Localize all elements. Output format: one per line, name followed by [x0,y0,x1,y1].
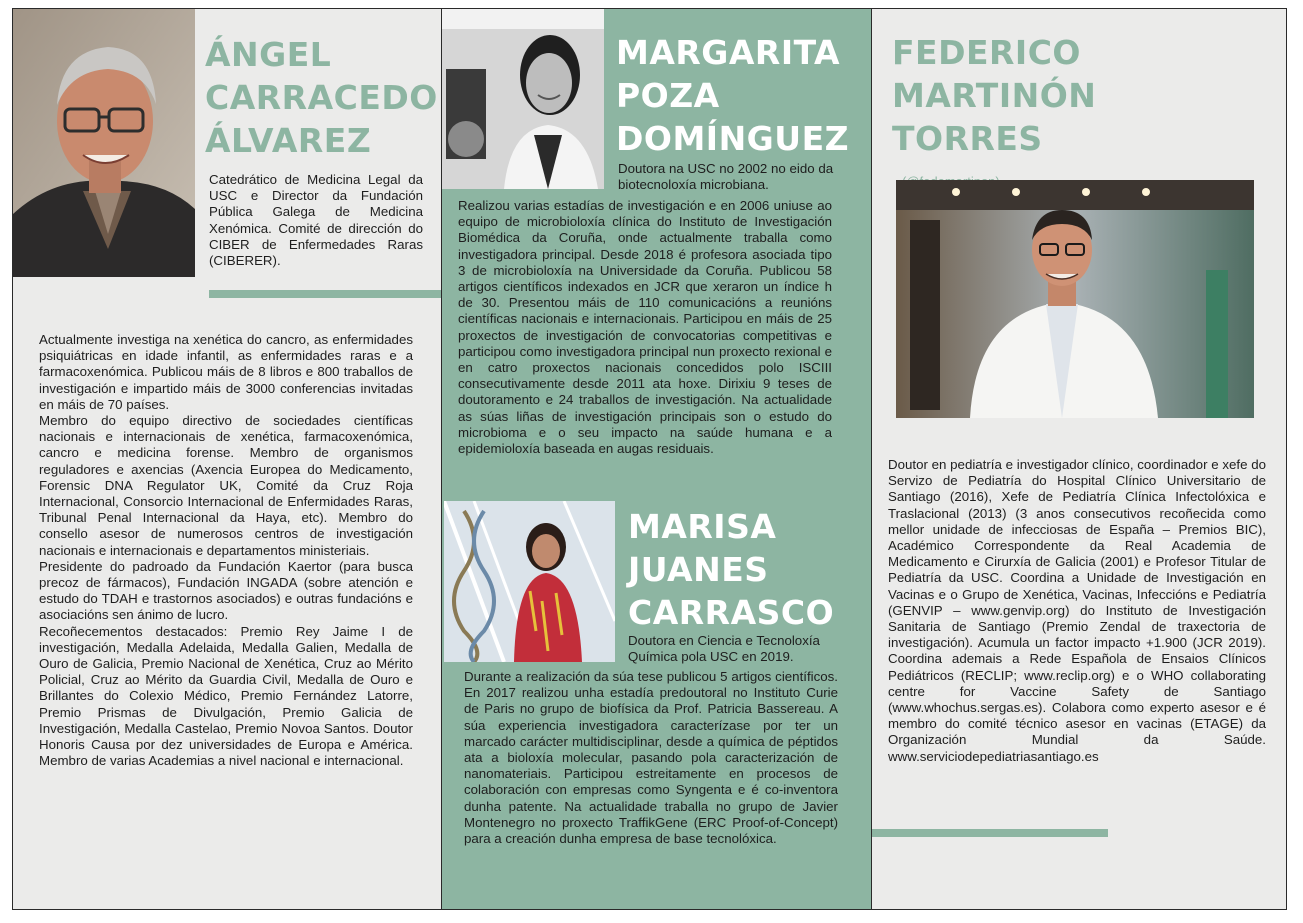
bio-paragraph: Presidente do padroado da Fundación Kaertor (para busca precoz de fármacos), Fundación INGADA (sobre atención e estudo do TDAH e trastornos asociados) e outras fundacións e asociacións sen ánimo de lucro. [39,558,413,623]
accent-bar [209,290,441,298]
bio-margarita-poza: Realizou varias estadías de investigación e en 2006 uniuse ao equipo de microbioloxía clínica do Instituto de Investigación Biomédica da Coruña, onde actualmente traballa como investigadora principal. Desde 2018 é profesora asociada tipo 3 de microbioloxía na Universidade da Coruña. Publicou 58 artigos científicos indexados en JCR que xeraron un índice h de 30. Presentou máis de 110 comunicacións a reunións científicas nacionais e internacionais. Participou en máis de 25 proxectos de investigación de convocatorias competitivas e participou como investigadora principal nun proxecto rexional e en catro proxectos nacionais concedidos polo ISCIII consecutivamente desde 2011 ata hoxe. Dirixiu 9 teses de doutoramento e 24 traballos de investigación. Na actualidade as súas liñas de investigación principais son o estudo do microbioma e o seu impacto na saúde humana e a epidemioloxía baseada en augas residuais. [458,198,832,457]
name-line: POZA [616,76,720,115]
bio-paragraph: Actualmente investiga na xenética do cancro, as enfermidades psiquiátricas en idade infantil, as enfermidades raras e a farmacoxenómica. Publicou máis de 8 libros e 800 traballos de investigación e impartido máis de 3000 conferencias invitadas en máis de 70 países. [39,332,413,412]
bio-federico-martinon: Doutor en pediatría e investigador clínico, coordinador e xefe do Servizo de Pediatría do Hospital Clínico Universitario de Santiago (2016), Xefe de Pediatría Clínica Infectolóxica e Traslacional (2013) (3 anos consecutivos recoñecida como mellor unidade de infecciosas de España – Premios BIC), Académico Correspondente da Real Academia de Medicamento e Cirurxía de Galicia (2001) e Profesor Titular de Pediatría da USC. Coordina a Unidade de Investigación en Vacinas e o Grupo de Xenética, Vacinas, Infeccións e Pediatría (GENVIP – www.genvip.org) do Instituto de Investigación Sanitaria de Santiago (Premio Zendal de traxectoria de investigación). Acumula un factor impacto +1.900 (JCR 2019). Coordina ademais a Rede Española de Ensaios Clínicos Pediátricos (RECLIP; www.reclip.org) e o WHO collaborating centre for Vaccine Safety de Santiago (www.whochus.sergas.es). Colabora como experto asesor e é membro do comité técnico asesor en vacinas (ETAGE) da Organización Mundial da Saúde. www.serviciodepediatriasantiago.es [888,457,1266,764]
role-marisa-juanes: Doutora en Ciencia e Tecnoloxía Química pola USC en 2019. [628,633,820,665]
profile-federico-martinon [872,9,1286,909]
name-line: MARISA [628,507,777,546]
name-angel-carracedo [205,33,438,162]
name-line: CARRASCO [628,593,835,632]
name-line: JUANES [628,550,769,589]
name-line: ÁLVAREZ [205,121,372,160]
portrait-angel-carracedo [13,9,195,277]
portrait-federico-martinon [896,180,1254,418]
bio-paragraph: Recoñecementos destacados: Premio Rey Jaime I de investigación, Medalla Adelaida, Medalla Galien, Medalla de Ouro de Galicia, Premio Nacional de Xenética, Cruz ao Mérito Policial, Cruz ao Mérito da Guardia Civil, Medalla de Ouro e Brillantes do Colexio Médico, Premio Fernández Latorre, Premio Prismas de Divulgación, Premio Galicia de Investigación, Medalla Castelao, Premio Novoa Santos. Doutor Honoris Causa por dez universidades de Europa e América. Membro de varias Academias a nivel nacional e internacional. [39,623,413,769]
name-line-text: TORRES [892,119,1043,158]
bio-angel-carracedo [39,332,413,769]
portrait-marisa-juanes [444,501,615,662]
bio-marisa-juanes: Durante a realización da súa tese publicou 5 artigos científicos. En 2017 realizou unha estadía predoutoral no Instituto Curie de Paris no grupo de biofísica da Prof. Patricia Bassereau. A súa experiencia investigadora caracterízase por ter un marcado carácter multidisciplinar, desde a química de péptidos ata a bioloxía molecular, pasando pola caracterización de nanomateriais. Participou estreitamente en procesos de colaboración con empresas como Syngenta e é co-inventora dunha patente. Na actualidade traballa no grupo de Javier Montenegro no proxecto TraffikGene (ERC Proof-of-Concept) para a creación dunha empresa de base tecnolóxica. [464,669,838,847]
accent-bar [872,829,1108,837]
portrait-margarita-poza [442,9,604,189]
name-line: DOMÍNGUEZ [616,119,850,158]
name-line: ÁNGEL [205,35,332,74]
name-line: MARGARITA [616,33,841,72]
name-margarita-poza [616,31,849,160]
name-line: MARTINÓN [892,76,1097,115]
name-federico-martinon [892,31,1096,203]
brochure-page [12,8,1287,910]
role-angel-carracedo: Catedrático de Medicina Legal da USC e Director da Fundación Pública Galega de Medicina Xenómica. Comité de dirección do CIBER de Enfermedades Raras (CIBERER). [209,172,423,269]
name-line: FEDERICO [892,33,1081,72]
profile-angel-carracedo [13,9,441,909]
name-marisa-juanes [628,505,834,634]
name-line: CARRACEDO [205,78,438,117]
role-margarita-poza: Doutora na USC no 2002 no eido da biotecnoloxía microbiana. [618,161,834,193]
column-center [441,9,872,909]
bio-paragraph: Membro do equipo directivo de sociedades científicas nacionais e internacionais de xenética, farmacoxenómica, cancro e medicina forense. Membro de organismos reguladores e axencias (Axencia Europea do Medicamento, Forensic DNA Regulator UK, Comité da Cruz Roja Internacional, Consorcio Internacional de Enfermidades Raras, Tribunal Penal Internacional da Haya, etc). Membro do consello asesor de numerosos centros de investigación nacionais e internacionais e departamentos ministeriais. [39,413,413,558]
